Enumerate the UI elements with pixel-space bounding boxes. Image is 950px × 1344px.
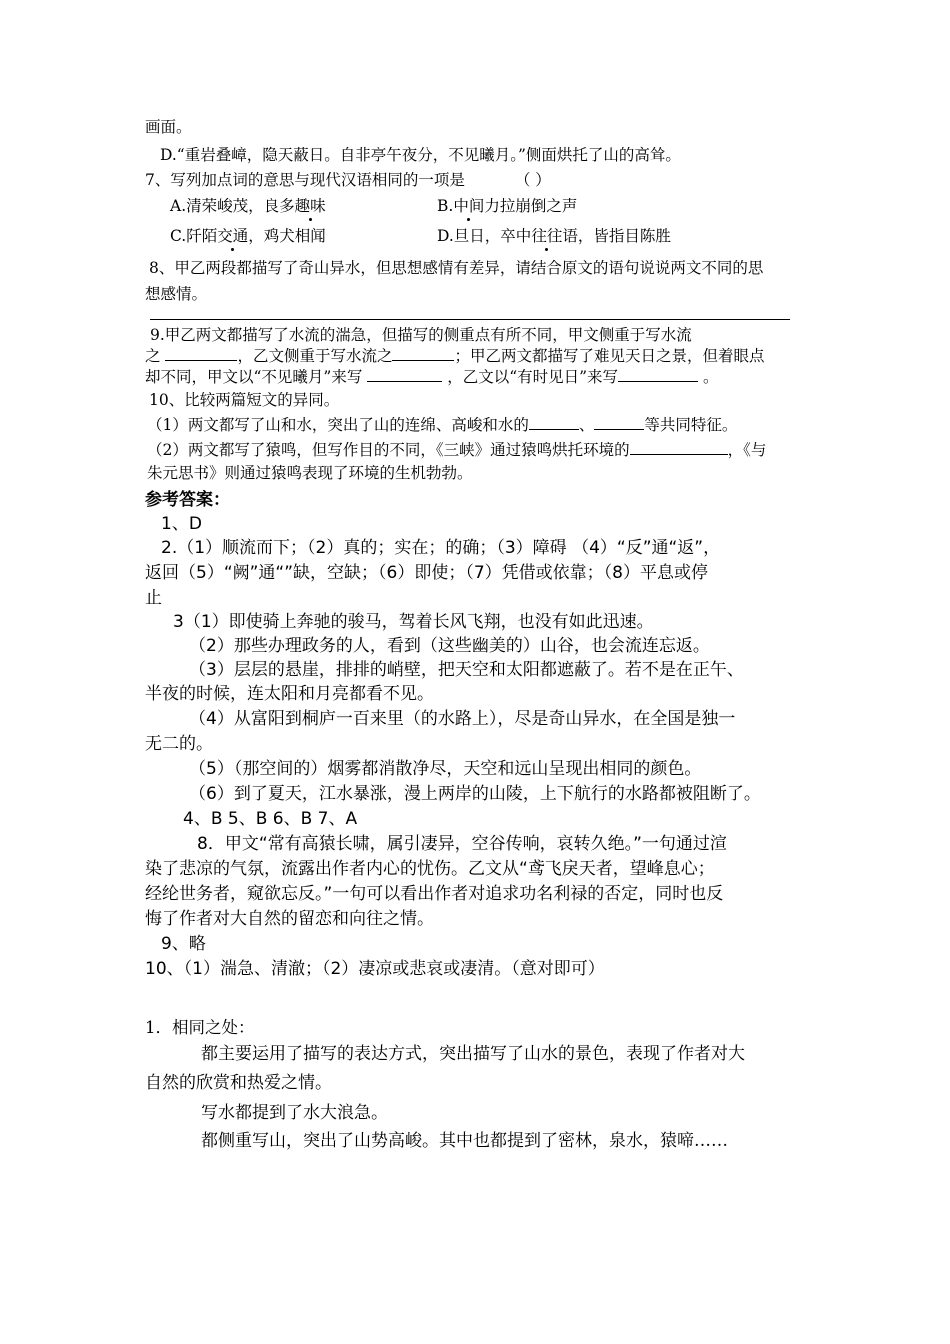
fill-blank[interactable] <box>392 346 454 361</box>
fill-blank[interactable] <box>367 367 442 382</box>
question-9-line3: 却不同，甲文以“不见曦月”来写 ，乙文以“有时见日”来写 。 <box>145 368 719 386</box>
question-9-line1: 9.甲乙两文都描写了水流的湍急，但描写的侧重点有所不同，甲文侧重于写水流 <box>150 326 692 344</box>
question-8-line2: 想感情。 <box>145 285 208 303</box>
question-10-title: 10、比较两篇短文的异同。 <box>149 391 340 409</box>
question-10-part2: （2）两文都写了猿鸣，但写作目的不同，《三峡》通过猿鸣烘托环境的 ，《与 <box>147 441 767 459</box>
answer-8-line3: 经纶世务者，窥欲忘反。”一句可以看出作者对追求功名利禄的否定，同时也反 <box>145 884 724 904</box>
answer-9: 9、略 <box>161 934 206 954</box>
question-10-part2-cont: 朱元思书》则通过猿鸣表现了环境的生机勃勃。 <box>147 464 473 482</box>
answer-paren: （ ） <box>514 171 551 189</box>
fill-blank[interactable] <box>165 346 237 361</box>
answer-3-line5: （4）从富阳到桐庐一百来里（的水路上），尽是奇山异水，在全国是独一 <box>189 709 736 729</box>
dotted-word: 趣味 <box>294 197 326 215</box>
option-b: B.中间力拉崩倒之声 <box>437 197 578 215</box>
answer-8-line4: 悔了作者对大自然的留恋和向往之情。 <box>145 909 434 929</box>
question-10-part1: （1）两文都写了山和水，突出了山的连绵、高峻和水的 、 等共同特征。 <box>147 416 738 434</box>
answer-3-line6: 无二的。 <box>145 734 213 754</box>
dotted-word: 往往 <box>531 227 563 245</box>
answer-2-line3: 止 <box>145 588 162 608</box>
section-heading: 1．相同之处： <box>145 1018 255 1037</box>
paragraph: 写水都提到了水大浪急。 <box>201 1103 388 1123</box>
answer-3-line8: （6）到了夏天，江水暴涨，漫上两岸的山陵，上下航行的水路都被阻断了。 <box>189 784 761 804</box>
answer-3-line3: （3）层层的悬崖，排排的峭壁，把天空和太阳都遮蔽了。若不是在正午、 <box>189 660 744 680</box>
option-d: D.“重岩叠嶂，隐天蔽日。自非亭午夜分，不见曦月。”侧面烘托了山的高耸。 <box>160 146 681 164</box>
answer-3-line1: 3（1）即使骑上奔驰的骏马，驾着长风飞翔，也没有如此迅速。 <box>173 612 654 632</box>
fill-blank[interactable] <box>618 367 698 382</box>
answer-2-line1: 2.（1）顺流而下；（2）真的；实在；的确；（3）障碍 （4）“反”通“返”， <box>161 538 721 558</box>
paragraph: 都主要运用了描写的表达方式，突出描写了山水的景色，表现了作者对大 <box>201 1044 745 1064</box>
answer-8-line2: 染了悲凉的气氛，流露出作者内心的忧伤。乙文从“鸢飞戾天者，望峰息心； <box>145 859 715 879</box>
answer-3-line4: 半夜的时候，连太阳和月亮都看不见。 <box>145 684 434 704</box>
text-line: 画面。 <box>145 118 192 136</box>
answers-heading: 参考答案： <box>145 490 230 510</box>
answer-10: 10、（1）湍急、清澈；（2）凄凉或悲哀或凄清。（意对即可） <box>145 959 605 979</box>
fill-blank[interactable] <box>630 440 728 455</box>
dotted-word: 中间 <box>453 197 485 215</box>
dotted-word: 交通 <box>217 227 249 245</box>
option-a: A.清荣峻茂，良多趣味 <box>170 197 326 215</box>
answer-1: 1、D <box>161 514 202 534</box>
paragraph-cont: 自然的欣赏和热爱之情。 <box>145 1073 332 1093</box>
question-7-stem: 7、写列加点词的意思与现代汉语相同的一项是 <box>145 171 465 189</box>
question-8-line1: 8、甲乙两段都描写了奇山异水，但思想感情有差异，请结合原文的语句说说两文不同的思 <box>149 259 764 277</box>
option-c: C.阡陌交通，鸡犬相闻 <box>170 227 326 245</box>
answer-3-line7: （5）（那空间的）烟雾都消散净尽，天空和远山呈现出相同的颜色。 <box>189 759 702 779</box>
fill-blank[interactable] <box>529 415 579 430</box>
answer-8-line1: 8．甲文“常有高猿长啸，属引凄异，空谷传响，哀转久绝。”一句通过渲 <box>197 834 727 854</box>
question-9-line2: 之 ，乙文侧重于写水流之 ；甲乙两文都描写了难见天日之景，但着眼点 <box>145 347 765 365</box>
question-7 <box>145 170 551 190</box>
fill-blank[interactable] <box>594 415 644 430</box>
answer-3-line2: （2）那些办理政务的人，看到（这些幽美的）山谷，也会流连忘返。 <box>189 636 710 656</box>
paragraph: 都侧重写山，突出了山势高峻。其中也都提到了密林，泉水，猿啼…… <box>201 1131 728 1151</box>
answer-line <box>150 319 790 320</box>
option-d7: D.旦日，卒中往往语，皆指目陈胜 <box>437 227 671 245</box>
answer-2-line2: 返回（5）“阙”通“”缺，空缺；（6）即使；（7）凭借或依靠；（8）平息或停 <box>145 563 708 583</box>
answer-4-7: 4、B 5、B 6、B 7、A <box>183 809 358 829</box>
